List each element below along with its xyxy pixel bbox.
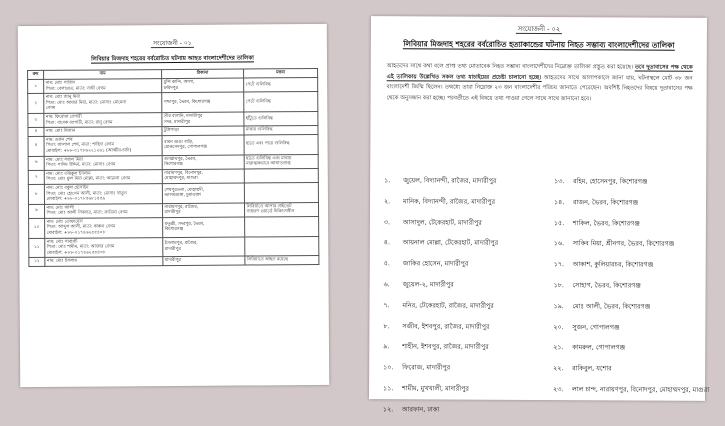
- list-item-text: রহিম, হোসেনপুর, কিশোরগঞ্জ: [573, 177, 648, 186]
- cell-line: নাম: মোঃ সাজিদ: [45, 80, 76, 86]
- list-item-number: ১৫.: [553, 218, 565, 227]
- list-item-number: ২০.: [553, 322, 564, 331]
- cell-line: নাম: ফিরোজ বেপারী: [45, 114, 82, 120]
- table-row: [29, 216, 319, 238]
- cell-name: [44, 183, 162, 204]
- cell-remark: [245, 216, 319, 236]
- list-item-number: ৬.: [383, 280, 390, 289]
- list-item: [384, 258, 549, 280]
- annex-02-paragraph: [387, 61, 693, 105]
- cell-line: পিতা: মোঃ আয়ার মিয়া, মাতা: মোসাঃ মোমেনা: [45, 100, 127, 106]
- list-item-number: ১৩.: [554, 177, 565, 186]
- cell-line: সদর, মাদারীপুর: [163, 119, 191, 125]
- list-item-number: ৯.: [383, 342, 390, 351]
- cell-line: মোবাইল: +৮৮-০১৭৮৬২২১২৬১ (আত্মীয়-চাচি): [46, 148, 132, 154]
- list-item-number: ১৭.: [553, 260, 565, 269]
- cell-line: হাতে এবং পায়ে গুলিবিদ্ধ: [246, 141, 290, 147]
- cell-line: নাম: মোঃ সজল মিয়া: [46, 157, 83, 163]
- cell-serial: ১১: [29, 238, 45, 258]
- column-header-name: নাম: [44, 70, 162, 80]
- list-item: [383, 362, 548, 384]
- list-item-text: সোহাগ, ভৈরব, কিশোরগঞ্জ: [572, 281, 641, 290]
- list-item-text: মোঃ আলী, ভৈরব, কিশোরগঞ্জ: [572, 301, 651, 311]
- injured-table-body: [28, 77, 319, 266]
- cell-address: [162, 183, 244, 203]
- cell-line: পিতা: বাদেক ব্যাপারী, মাতা: রানু বেগম: [45, 119, 113, 126]
- list-item: [384, 279, 549, 301]
- table-row: [28, 92, 318, 114]
- cell-address: [162, 78, 244, 93]
- cell-line: লিবিয়াতে আপার প্রাইভেট: [246, 203, 292, 210]
- cell-line: কিশোরগঞ্জ: [164, 162, 183, 168]
- list-item: [553, 342, 695, 364]
- cell-line: পিতা: বেলায়েত, মাতা: সাথী বেগম: [45, 86, 106, 92]
- list-item-text: সজীব, ইশবপুর, রাজৈর, মাদারীপুর: [402, 321, 490, 331]
- list-item-text: শামীম, মুখখালী, মাদারীপুর: [402, 384, 469, 393]
- cell-line: নাম: মোঃ তরিকুল ইসলাম: [46, 171, 91, 177]
- cell-name: [44, 169, 162, 184]
- cell-serial: ৯: [28, 204, 44, 218]
- list-item: [554, 280, 696, 302]
- cell-name: [44, 203, 162, 218]
- deceased-list: [382, 175, 710, 414]
- list-item: [554, 197, 696, 219]
- cell-line: নাম: তরুন শেখ: [46, 137, 73, 143]
- cell-serial: ১০: [29, 218, 45, 238]
- deceased-list-left-column: [383, 175, 549, 425]
- list-item: [384, 175, 549, 197]
- cell-serial: ২: [28, 94, 44, 114]
- list-item-number: ৩.: [383, 217, 391, 226]
- cell-line: নাম: মোঃ মিজান: [45, 128, 76, 135]
- list-item-number: ২৩.: [553, 385, 564, 394]
- column-header-address: ঠিকানা: [162, 69, 244, 79]
- paragraph-emphasis: তবে দূতাবাসের পক্ষ থেকে এই তালিকায় উল্লেখিত সকল তথ্য যাচাইয়ের প্রচেষ্টা চালানো হচ্ছে।: [386, 64, 693, 81]
- list-item-text: রাকিবুল, যশোর: [572, 364, 612, 373]
- cell-line: হাঁটুতে গুলিবিদ্ধ: [245, 116, 274, 122]
- cell-serial: ১: [28, 79, 44, 93]
- cell-line: পেটে গুলিবিদ্ধ: [245, 99, 271, 105]
- list-item-number: ১৯.: [553, 301, 564, 310]
- list-item-number: ১৪.: [554, 197, 565, 206]
- cell-line: মোকসেদপুর, গোপালগঞ্জ: [164, 144, 207, 151]
- cell-serial: ৮: [28, 184, 44, 204]
- cell-serial: ৫: [28, 136, 44, 156]
- list-item-number: ১৬.: [553, 239, 565, 248]
- cell-line: পিতা: জালাল শেখ, মাতা: শাহিদা বেগম: [46, 142, 114, 149]
- cell-line: মাদারীপুর: [164, 258, 181, 264]
- list-item-number: ৫.: [383, 259, 390, 268]
- cell-line: পিতা: আব্দুল আলী, মাতা: কাঞ্চন বেগম: [46, 224, 116, 231]
- list-item-text: শাকিল, ভৈরব, কিশোরগঞ্জ: [572, 218, 640, 228]
- list-item: [383, 383, 548, 405]
- cell-remark: [244, 154, 318, 169]
- cell-address: [162, 169, 244, 184]
- table-row: [28, 182, 318, 204]
- cell-remark: [244, 134, 318, 154]
- cell-line: লিবিয়াতে আহত রয়েছে: [246, 257, 288, 263]
- cell-address: [162, 112, 244, 127]
- column-header-remark: মন্তব্য: [244, 68, 318, 78]
- list-item: [383, 404, 548, 426]
- cell-address: [162, 92, 244, 112]
- cell-line: নাম: মোঃ তোফায়েল: [46, 219, 83, 225]
- cell-line: হাতে গুলিবিদ্ধ এবং মাথায়: [246, 155, 292, 162]
- list-item-text: মনির, টেকেরহাট, রাজৈর, মাদারীপুর: [402, 301, 494, 310]
- list-item-text: রাজন, ভৈরব, কিশোরগঞ্জ: [573, 197, 639, 207]
- cell-line: মাদারীপুর: [164, 210, 181, 216]
- cell-line: পশ্চাপুর, ভৈরব, কিশোরগঞ্জ: [163, 99, 211, 105]
- list-item-text: মানিক, বিদ্যানন্দী, রাজৈর, মাদারীপুর: [403, 197, 496, 206]
- list-item-text: শাহীন, ইশবপুর, রাজৈর, মাদারীপুর: [402, 342, 489, 352]
- cell-serial: ৬: [28, 156, 44, 170]
- cell-remark: [244, 77, 318, 92]
- list-item-text: আরফান, ঢাকা: [401, 405, 440, 414]
- cell-line: ইসলামপুর, রাজৈর,: [164, 241, 198, 247]
- cell-name: [44, 155, 162, 170]
- cell-name: [44, 113, 162, 128]
- cell-remark: [244, 182, 318, 202]
- cell-name: [44, 79, 162, 94]
- list-item: [383, 321, 548, 343]
- cell-line: বামন ডাঙা বাড়ি,: [164, 139, 194, 145]
- cell-line: পিতা: মোঃ শামীম, মাতা: আক্তার বেগম: [46, 244, 115, 251]
- list-item-text: কামরুল, গোপালগঞ্জ: [572, 343, 626, 352]
- cell-line: নাম: মোঃ সাবাজী: [46, 239, 78, 245]
- list-item: [384, 196, 549, 218]
- cell-remark: [244, 92, 318, 112]
- list-item-text: আসাদুল, টেকেরহাট, মাদারীপুর: [402, 217, 482, 227]
- cell-serial: ৭: [28, 170, 44, 184]
- cell-address: [163, 237, 245, 257]
- cell-name: [44, 135, 162, 156]
- list-item: [384, 217, 549, 239]
- cell-line: পিতা: মোঃ আলী সিকদার, মাতা: ফাতিমা বেগম: [46, 210, 128, 217]
- annex-02-page: [369, 16, 710, 414]
- cell-line: কিশোরগঞ্জ: [164, 227, 184, 233]
- list-item-text: সাকিব মিয়া, শ্রীনগর, ভৈরব, কিশোরগঞ্জ: [572, 239, 675, 249]
- annex-01-page: [18, 24, 330, 387]
- table-row: [28, 134, 318, 156]
- cell-address: [162, 135, 244, 155]
- cell-address: [163, 217, 245, 237]
- cell-remark: [244, 168, 318, 183]
- cell-name: [44, 93, 162, 114]
- cell-line: ফরিদপুর: [163, 85, 178, 91]
- list-item: [553, 384, 710, 406]
- cell-line: নারায়ণপুর, রাজৈর,: [164, 204, 199, 210]
- cell-line: বেগম: [45, 106, 56, 112]
- list-item: [553, 322, 695, 344]
- list-item: [553, 363, 695, 385]
- list-item: [383, 300, 548, 322]
- list-item-number: ১.: [384, 176, 391, 185]
- cell-name: [45, 237, 163, 258]
- list-item-text: আকাশ, কুলিয়ারচর, কিশোরগঞ্জ: [572, 260, 654, 269]
- annex-01-heading: সংযোজনী - ০১: [18, 37, 327, 50]
- annex-01-title: লিবিয়ার মিজদাহ শহরের বর্বরোচিত ঘটনায় আহত বাংলাদেশীদের তালিকা: [91, 55, 254, 63]
- cell-line: পেটে গুলিবিদ্ধ: [245, 82, 271, 88]
- list-item: [554, 238, 696, 260]
- cell-line: মুন্সি কান্দি, আলা,: [163, 79, 195, 86]
- cell-serial: ১২: [29, 258, 45, 267]
- list-item: [553, 301, 695, 323]
- cell-line: নারায়ণপুর, বিনোদপুর,: [164, 170, 203, 176]
- list-item: [554, 259, 696, 281]
- cell-line: নাম: মোঃ বকুল হোসাইন: [46, 185, 89, 191]
- list-item-number: ২.: [384, 196, 391, 206]
- cell-remark: [244, 111, 318, 126]
- cell-line: সাধারণ ওয়ার্ডে চিকিৎসাধীন: [246, 209, 295, 215]
- cell-line: পিতা: মোঃ ফুল মিয়া মোল্লা, মাতা: আমেনা বেগম: [46, 176, 131, 183]
- list-item-number: ১০.: [383, 363, 394, 372]
- cell-line: শেখপুরতলা, মোহাম্মদী,: [164, 187, 205, 193]
- cell-name: [45, 257, 163, 266]
- annex-02-heading: সংযোজনী - ০২: [371, 22, 707, 36]
- list-item-text: জাকির হোসেন, মাদারীপুর: [402, 259, 469, 268]
- list-item-text: জুয়েল, বিদ্যানন্দী, রাজৈর, মাদারীপুর: [403, 176, 497, 185]
- list-item-number: ২২.: [553, 364, 564, 373]
- cell-line: টুঙ্গিপাড়া: [163, 128, 179, 134]
- cell-address: [162, 155, 244, 170]
- list-item-text: সুজন, গোপালগঞ্জ: [572, 322, 620, 332]
- list-item-text: আয়নাল মোল্লা, টেকেরহাট, মাদারীপুর: [402, 238, 499, 248]
- cell-line: নাম: মোঃ জানু মিয়া: [45, 94, 81, 101]
- cell-line: মোহাম্মদপুর, মাগুরা: [164, 176, 198, 182]
- list-item-number: ৭.: [383, 300, 390, 310]
- list-item-text: জুয়েল-২, মাদারীপুর: [402, 280, 454, 289]
- cell-address: [162, 203, 244, 218]
- cell-line: পিতা: সাদিম উদ্দিন, মাতা: মোসাঃ বেগম: [46, 162, 116, 169]
- cell-remark: [244, 202, 318, 217]
- cell-line: মাদারীপুর: [164, 246, 181, 253]
- injured-table: [27, 68, 319, 267]
- cell-name: [45, 217, 163, 238]
- list-item-number: ৪.: [383, 238, 391, 247]
- table-row: [29, 236, 319, 258]
- deceased-list-right-column: [553, 176, 710, 406]
- list-item-text: লাল চান্দ, নারায়ণপুর, বিনোদপুর, মোহাম্মদপুর, মাগুরা: [572, 385, 710, 394]
- cell-remark: [245, 236, 319, 256]
- list-item: [554, 176, 696, 198]
- list-item-number: ২১.: [553, 343, 564, 352]
- table-row: [29, 256, 319, 267]
- paragraph-text-2: আহতদের সাথে আলাপকালে জানা যায়, ঘটনাস্থলে মোট ৩৮ জন বাংলাদেশী জিম্মি ছিলেন। তন্মধ্যে তারা নিম্নোক্ত ২৩ জন বাংলাদেশীর পরিচয় জানাতে পেরেছেন। অবশিষ্ট নিহতদের বিষয়ে দূতাবাসের পক্ষ থেকে অনুসন্ধান করা হচ্ছে। পরবর্তীতে এই বিষয়ে তথ্য পাওয়া গেলে সাথে সাথে জানানো হবে।: [386, 74, 693, 103]
- list-item-number: ৮.: [383, 321, 390, 330]
- cell-serial: ৩: [28, 113, 44, 127]
- cell-line: তীর বাগানি, মাদারীপুর: [163, 113, 203, 120]
- cell-remark: [245, 256, 319, 265]
- cell-line: মোবাইল: +৮৮-০১৭৪৬২৫৫৪০৮: [46, 250, 106, 256]
- cell-serial: ৪: [28, 128, 44, 137]
- cell-line: মোবাইল: +৮৮-০১৭৪৬২৫৫৪০৮: [46, 230, 106, 236]
- cell-line: নাম: মোঃ ইসলাম: [46, 259, 77, 265]
- list-item-number: ১২.: [382, 404, 394, 414]
- cell-line: আলমডাঙ্গা, চুয়াডাঙ্গা: [164, 193, 201, 199]
- list-item-number: ১১.: [383, 384, 394, 393]
- cell-line: ফতুল্লী, সদরপুর, ভৈরব,: [164, 221, 205, 227]
- list-item-text: ফিরোজ, মাদারীপুর: [402, 363, 451, 372]
- cell-line: পিতা: মোঃ হোসেন আলী, মাতা: মোসাঃ খাতুন: [46, 190, 127, 197]
- list-item-number: ১৮.: [553, 281, 564, 290]
- cell-line: মাথায় গুলিবিদ্ধ: [245, 127, 273, 133]
- list-item: [384, 238, 549, 260]
- cell-line: জগন্নাথপুর, ভৈরব,: [164, 156, 197, 162]
- annex-02-title: লিবিয়ার মিজদাহ শহরের বর্বরোচিত হত্যাকান্ডের ঘটনায় নিহত সম্ভাব্য বাংলাদেশীদের তালিকা: [403, 39, 675, 50]
- cell-line: মোবাইল: +৮৮-০১৭৮৫৬৮১৪৫৯: [46, 196, 106, 202]
- list-item: [554, 218, 696, 240]
- cell-line: মারাত্মকভাবে আঘাতপ্রাপ্ত: [246, 161, 291, 167]
- cell-line: নাম: মোঃ আলী: [46, 205, 75, 211]
- column-header-serial: ক্রম: [28, 70, 44, 79]
- list-item: [383, 342, 548, 364]
- paragraph-text-1: আহতদের সাথে কথা বলে প্রাপ্ত তথ্য মোতাবেক নিহত সম্ভাব্য বাংলাদেশীদের নিম্নোক্ত তালিকা প্রস্তুত করা হয়েছে।: [386, 63, 635, 71]
- cell-address: [163, 256, 245, 265]
